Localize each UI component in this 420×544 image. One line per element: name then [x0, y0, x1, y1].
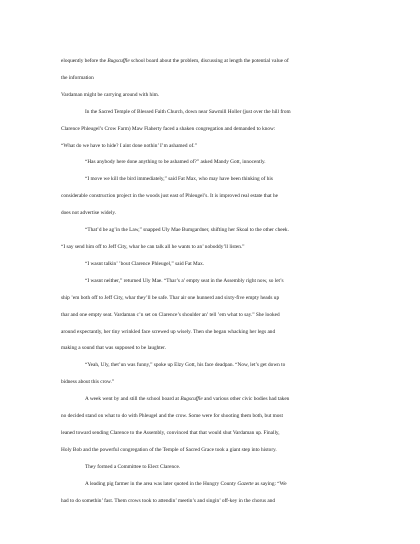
text-run: A leading pig farmer in the area was later quoted in the Hungry County	[85, 480, 238, 487]
paragraph-1	[61, 53, 362, 104]
text-line	[61, 391, 362, 408]
text-line: “That’d be ag’in the Law,” snapped Uly Mae Bumgardner, shifting her Skoal to the other cheek.	[85, 227, 289, 234]
paragraph-8	[61, 357, 362, 391]
paragraph-4	[61, 171, 362, 222]
text-line	[61, 476, 362, 493]
text-run: and various other civic bodies had taken	[202, 396, 290, 403]
text-line: Holy Bob and the powerful congregation of the Temple of Sacred Grace took a giant step into history.	[61, 446, 277, 453]
text-line: “What do we have to hide? I aint done nothin’ I’m ashamed of.”	[61, 142, 197, 149]
text-line: thar and one empty seat. Vardaman c’n set on Clarence’s shoulder an’ tell ’em what to say.” She looked	[61, 311, 280, 318]
text-line: They formed a Committee to Elect Clarence.	[85, 463, 181, 470]
text-line: had to do somethin’ fast. Them crows took to attendin’ meetin’s and singin’ off-key in the chorus and	[61, 497, 275, 504]
paragraph-10	[61, 459, 362, 476]
italic-name: Bugscuffle	[180, 396, 203, 403]
text-line: no decided stand on what to do with Phleugel and the crow. Some were for shooting them both, but most	[61, 413, 283, 420]
text-line	[61, 53, 362, 70]
text-line: “I say send him off to Jeff City, whar he can talk all he wants to an’ noboddy’ll listen.”	[61, 243, 245, 250]
paragraph-2	[61, 104, 362, 155]
paragraph-6	[61, 256, 362, 273]
paragraph-9	[61, 391, 362, 459]
text-line: Clarence Phleugel’s Crow Farm) Maw Flaherty faced a shaken congregation and demanded to know:	[61, 125, 276, 132]
text-run: school board about the problem, discussing at length the potential value of	[129, 58, 289, 64]
text-line: “Yeah, Uly, thet’un was funny,” spoke up Elzy Gott, his face deadpan. “Now, let’s get down to	[85, 362, 286, 369]
text-line: bidness about this crow.”	[61, 379, 115, 386]
text-line: “I wasnt neither,” returned Uly Mae. “Thar’s a’ empty seat in the Assembly right now, so let’s	[85, 277, 284, 284]
text-line: the information	[61, 74, 94, 81]
text-line: “I move we kill the bird immediately,” said Fat Max, who may have been thinking of his	[85, 176, 273, 183]
text-run: as saying: “We	[253, 480, 287, 487]
text-line: “Has anybody here done anything to be ashamed of?” asked Mandy Gott, innocently.	[85, 159, 266, 166]
text-line: In the Sacred Temple of Blessed Faith Church, down near Sawmill Holler (just over the hill from	[85, 108, 291, 115]
text-line: making a sound that was supposed to be laughter.	[61, 345, 166, 352]
paragraph-7	[61, 273, 362, 358]
text-line: leaned toward sending Clarence to the Assembly, convinced that that would shut Vardaman up. Finally,	[61, 429, 280, 436]
italic-name: Bugscuffle	[107, 58, 130, 64]
text-line: Vardaman might be carrying around with him.	[61, 91, 160, 98]
text-run: A week went by and still the school board at	[85, 396, 181, 403]
text-line: ship ’em both off to Jeff City, whar they’ll be safe. Thar air one hunnerd and sixty-five empty heads up	[61, 294, 280, 301]
paragraph-11	[61, 476, 362, 510]
text-line: considerable construction project in the woods just east of Phleugel’s. It is improved real estate that he	[61, 193, 278, 200]
text-run: eloquently before the	[61, 58, 108, 64]
text-line: “I wasnt talkin’ ’bout Clarence Phleugel,” said Fat Max.	[85, 260, 205, 267]
paragraph-3	[61, 154, 362, 171]
italic-name: Gazette	[237, 480, 254, 487]
text-line: does not advertise widely.	[61, 210, 116, 217]
text-line: around expectantly, her tiny wrinkled face screwed up wisely. Then she began whacking her legs and	[61, 328, 276, 335]
paragraph-5	[61, 222, 362, 256]
